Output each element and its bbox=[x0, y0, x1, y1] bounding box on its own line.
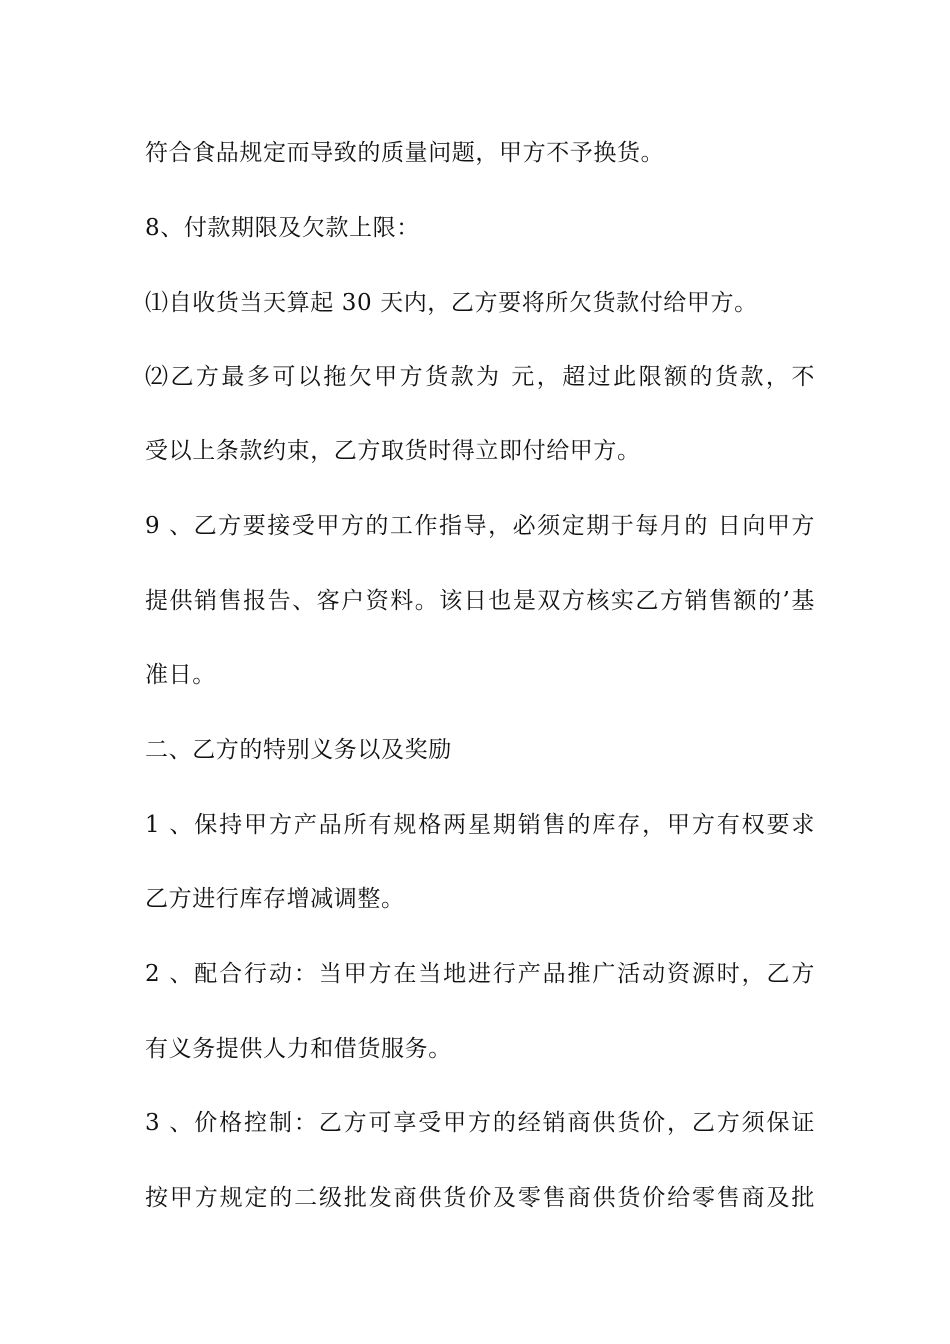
text-line: 有义务提供人力和借货服务。 bbox=[145, 1036, 452, 1062]
text-line: 受以上条款约束，乙方取货时得立即付给甲方。 bbox=[145, 438, 641, 464]
text-line: 乙方进行库存增减调整。 bbox=[145, 886, 405, 912]
text-line: 提供销售报告、客户资料。该日也是双方核实乙方销售额的’基 bbox=[145, 588, 815, 614]
section-heading: 二、乙方的特别义务以及奖励 bbox=[145, 737, 452, 763]
section-heading: 8、付款期限及欠款上限： bbox=[145, 215, 420, 241]
text-line: 准日。 bbox=[145, 662, 216, 688]
text-line: 9 、乙方要接受甲方的工作指导，必须定期于每月的 日向甲方 bbox=[145, 513, 815, 539]
text-line: 符合食品规定而导致的质量问题，甲方不予换货。 bbox=[145, 140, 665, 166]
text-line: 3 、价格控制：乙方可享受甲方的经销商供货价，乙方须保证 bbox=[145, 1110, 815, 1136]
text-line: 按甲方规定的二级批发商供货价及零售商供货价给零售商及批 bbox=[145, 1185, 815, 1211]
text-line: ⑵乙方最多可以拖欠甲方货款为 元，超过此限额的货款，不 bbox=[145, 364, 815, 390]
text-line: ⑴自收货当天算起 30 天内，乙方要将所欠货款付给甲方。 bbox=[145, 290, 758, 316]
text-line: 1 、保持甲方产品所有规格两星期销售的库存，甲方有权要求 bbox=[145, 812, 815, 838]
text-line: 2 、配合行动：当甲方在当地进行产品推广活动资源时，乙方 bbox=[145, 961, 815, 987]
